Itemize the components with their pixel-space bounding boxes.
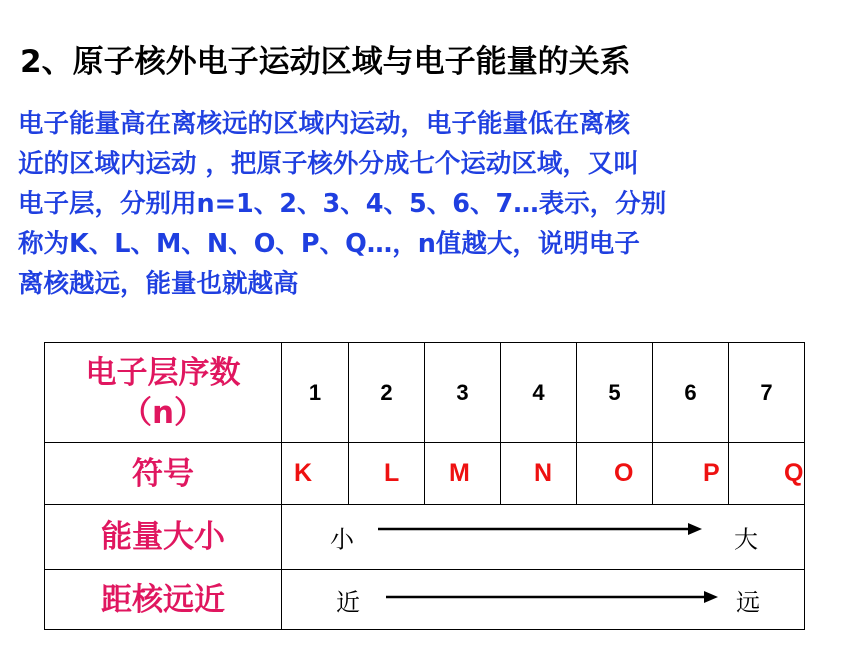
energy-arrow-icon xyxy=(282,505,805,570)
shell-symbol-cell: K xyxy=(282,443,349,505)
shell-number-header-line1: 电子层序数 xyxy=(85,354,241,391)
shell-symbol-cell: L xyxy=(349,443,425,505)
shell-number-cell: 5 xyxy=(577,343,653,443)
distance-row xyxy=(45,570,805,630)
shell-number-row xyxy=(45,343,805,443)
shell-symbol-cell: O xyxy=(577,443,653,505)
electron-shell-table xyxy=(44,342,805,630)
symbol-header: 符号 xyxy=(45,443,282,505)
shell-number-cell: 1 xyxy=(282,343,349,443)
paragraph-line: 近的区域内运动 ，把原子核外分成七个运动区域，又叫 xyxy=(18,149,639,179)
shell-number-cell: 6 xyxy=(653,343,729,443)
energy-arrow-cell xyxy=(282,505,805,570)
paragraph-line: 称为K、L、M、N、O、P、Q…，n值越大，说明电子 xyxy=(18,229,640,259)
paragraph-line: 电子层，分别用n=1、2、3、4、5、6、7…表示，分别 xyxy=(18,189,667,219)
shell-number-header-line2: （n） xyxy=(120,394,206,431)
distance-far-label: 远 xyxy=(736,588,760,616)
shell-number-cell: 2 xyxy=(349,343,425,443)
explanation-paragraph xyxy=(18,104,843,304)
shell-symbol-cell: M xyxy=(425,443,501,505)
shell-symbol-row xyxy=(45,443,805,505)
shell-number-cell: 4 xyxy=(501,343,577,443)
energy-high-label: 大 xyxy=(734,525,758,554)
shell-number-cell: 3 xyxy=(425,343,501,443)
distance-arrow-icon xyxy=(282,570,805,630)
shell-symbol-cell: P xyxy=(653,443,729,505)
shell-symbol-cell: N xyxy=(501,443,577,505)
paragraph-line: 离核越远，能量也就越高 xyxy=(18,269,299,299)
distance-near-label: 近 xyxy=(336,588,360,616)
shell-number-header xyxy=(45,343,282,443)
energy-low-label: 小 xyxy=(330,525,354,554)
slide-title: 2、原子核外电子运动区域与电子能量的关系 xyxy=(20,44,631,80)
energy-header: 能量大小 xyxy=(45,505,282,570)
shell-symbol-cell: Q xyxy=(729,443,805,505)
energy-row xyxy=(45,505,805,570)
shell-number-cell: 7 xyxy=(729,343,805,443)
distance-header: 距核远近 xyxy=(45,570,282,630)
paragraph-line: 电子能量高在离核远的区域内运动，电子能量低在离核 xyxy=(18,109,631,139)
distance-arrow-cell xyxy=(282,570,805,630)
